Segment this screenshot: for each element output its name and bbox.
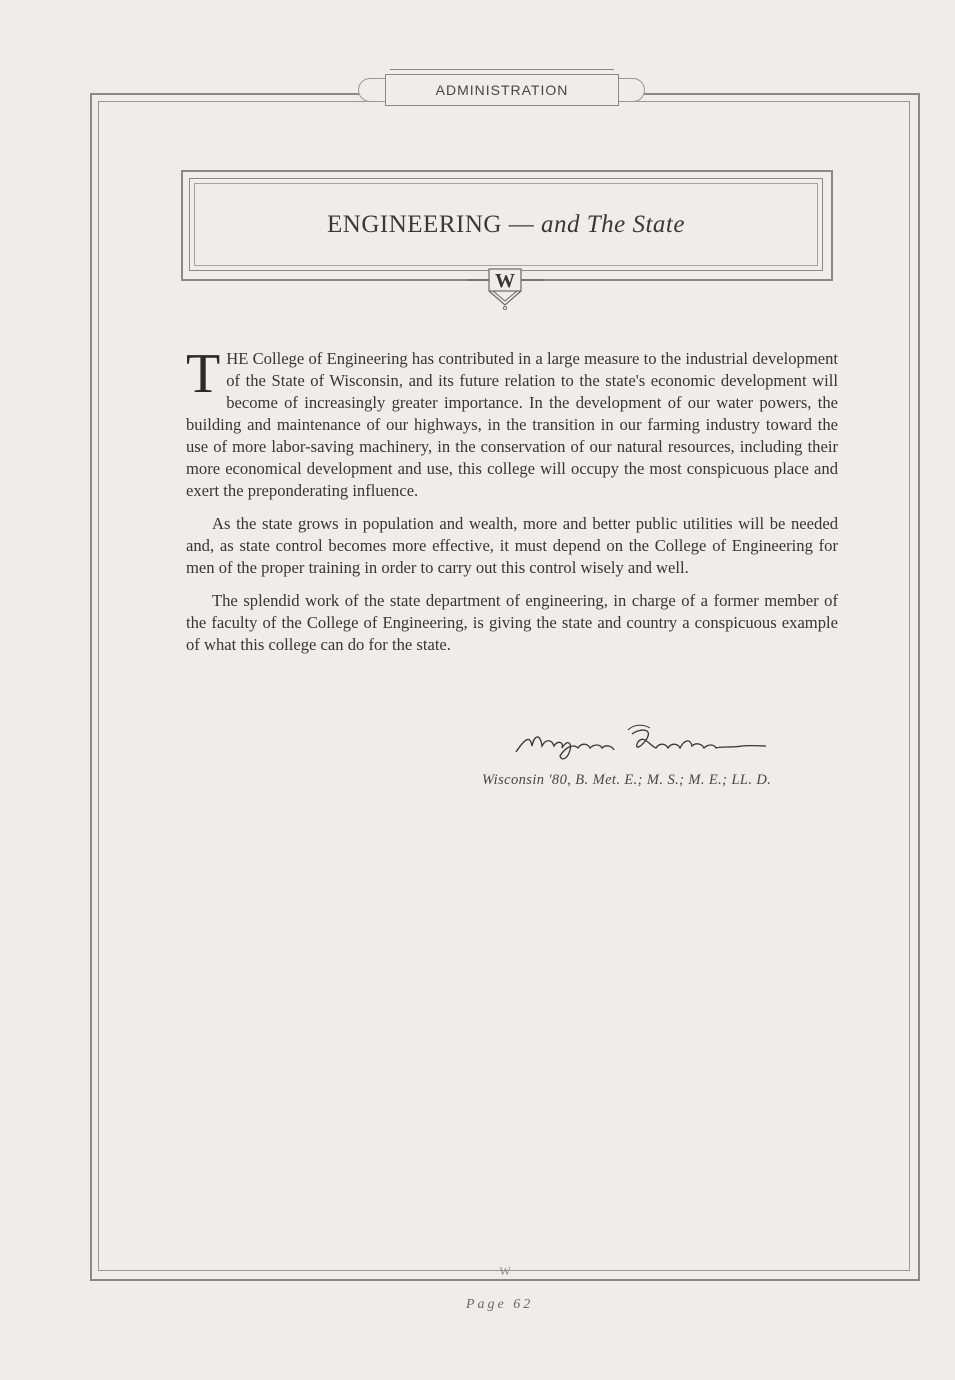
title-subtitle: and The State [540, 210, 685, 238]
w-emblem-icon [465, 265, 545, 311]
title-dash: — [501, 210, 541, 238]
svg-text:W: W [499, 1264, 511, 1278]
drop-cap: T [186, 343, 221, 405]
bottom-w-ornament-icon [491, 1263, 519, 1279]
svg-text:W: W [495, 270, 515, 292]
page-title [327, 211, 685, 239]
author-credentials: Wisconsin '80, B. Met. E.; M. S.; M. E.; LL. D. [482, 772, 772, 788]
paragraph-1-text: HE College of Engineering has contributed in a large measure to the industrial development of the State of Wisconsin, and its future relation to the state's economic development will become of increasingly greater importance. In the development of our water powers, the building and maintenance of our highways, in the transition in our farming industry toward the use of more labor-saving machinery, in the conservation of our natural resources, including their more economical development and use, this college will occupy the most conspicuous place and exert the preponderating influence. [186, 349, 838, 500]
paragraph-1 [186, 343, 838, 502]
title-box [194, 183, 818, 266]
page-number: Page 62 [466, 1297, 534, 1312]
section-header-label: ADMINISTRATION [435, 82, 569, 98]
title-main: ENGINEERING [327, 210, 502, 238]
section-header-tab [385, 74, 619, 106]
handwritten-signature [510, 722, 770, 764]
article-body [186, 343, 838, 667]
paragraph-2: As the state grows in population and wealth, more and better public utilities will be needed and, as state control becomes more effective, it must depend on the College of Engineering for men of the proper training in order to carry out this control wisely and well. [186, 514, 838, 577]
paragraph-3: The splendid work of the state department of engineering, in charge of a former member of the faculty of the College of Engineering, is giving the state and country a conspicuous example of what this college can do for the state. [186, 591, 838, 654]
